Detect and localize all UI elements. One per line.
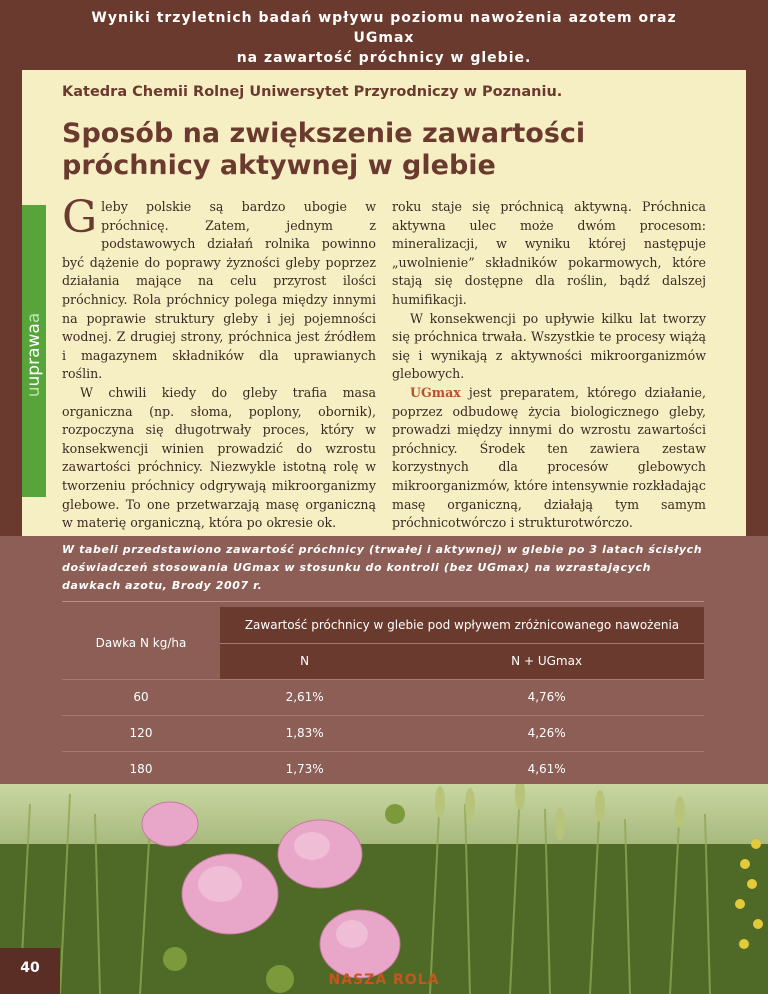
page-number: 40 xyxy=(0,948,60,994)
paragraph: W konsekwencji po upływie kilku lat tworzy się próchnica trwała. Wszystkie te procesy wiążą się i wynikają z aktywności mikroorganizmów glebowych. xyxy=(392,310,706,382)
humus-table xyxy=(62,607,704,788)
header-title-line2: na zawartość próchnicy w glebie. xyxy=(236,50,532,66)
article-title xyxy=(62,118,702,182)
article-column-1 xyxy=(62,192,376,533)
field-photo-illustration xyxy=(0,784,768,994)
dose-cell: 60 xyxy=(62,679,220,715)
paragraph: W chwili kiedy do gleby trafia masa organiczna (np. słoma, poplony, obornik), rozpoczyna się długotrwały proces, który w konsekwencji winien prowadzić do wzrostu zawartości próchnicy. Niezwykle istotną rolę w tworzeniu próchnicy odgrywają mikroorganizmy glebowe. To one przetwarzają masę organiczną w materię organiczną, która po okresie ok. xyxy=(62,384,376,531)
dropcap: G xyxy=(62,192,98,243)
value-ugmax-cell: 4,76% xyxy=(389,679,704,715)
dose-header: Dawka N kg/ha xyxy=(62,607,220,679)
table-row xyxy=(62,679,704,715)
value-n-cell: 2,61% xyxy=(220,679,389,715)
table-row xyxy=(62,751,704,787)
paragraph: UGmax jest preparatem, którego działanie, poprzez odbudowę życia biologicznego gleby, prowadzi między innymi do wzrostu zawartości próchnicy. Środek ten zawiera zestaw korzystnych dla procesów glebowych mikroorganizmów, które intensywnie rozkładając masę organiczną, działają tym samym próchnicotwórczo i strukturotwórczo. xyxy=(392,384,706,531)
header-title xyxy=(60,8,708,68)
divider xyxy=(62,601,704,602)
brand-name: UGmax xyxy=(410,384,461,400)
article-column-2 xyxy=(392,198,706,533)
header-title-line1: Wyniki trzyletnich badań wpływu poziomu nawożenia azotem oraz UGmax xyxy=(91,10,677,46)
column-header-n: N xyxy=(220,643,389,679)
article-title-line2: próchnicy aktywnej w glebie xyxy=(62,150,496,181)
paragraph: leby polskie są bardzo ubogie w próchnicę. Zatem, jednym z podstawowych działań rolnika powinno być dążenie do poprawy żyzności gleby poprzez działania mające na celu przyrost ilości próchnicy. Rola próchnicy polega między innymi na poprawie struktury gleby i jej pojemności wodnej. Z drugiej strony, próchnica jest źródłem i magazynem składników dla uprawianych roślin. xyxy=(62,199,376,382)
section-tab-label: uuprawaa xyxy=(24,312,44,398)
column-header-ugmax: N + UGmax xyxy=(389,643,704,679)
department-line: Katedra Chemii Rolnej Uniwersytet Przyrodniczy w Poznaniu. xyxy=(62,84,563,100)
article-title-line1: Sposób na zwiększenie zawartości xyxy=(62,118,586,149)
group-header: Zawartość próchnicy w glebie pod wpływem zróżnicowanego nawożenia xyxy=(220,607,704,643)
table-row xyxy=(62,715,704,751)
section-tab xyxy=(22,205,46,497)
field-photo xyxy=(0,784,768,994)
table-caption: W tabeli przedstawiono zawartość próchnicy (trwałej i aktywnej) w glebie po 3 latach ścisłych doświadczeń stosowania UGmax w stosunku do kontroli (bez UGmax) na wzrastających dawkach azotu, Brody 2007 r. xyxy=(62,543,703,592)
paragraph: roku staje się próchnicą aktywną. Próchnica aktywna ulec może dwóm procesom: mineralizacji, w wyniku której następuje „uwolnienie” składników pokarmowych, które stają się dostępne dla roślin, bądź dalszej humifikacji. xyxy=(392,199,706,307)
value-ugmax-cell: 4,61% xyxy=(389,751,704,787)
value-n-cell: 1,73% xyxy=(220,751,389,787)
magazine-name: NASZA ROLA xyxy=(328,972,440,988)
value-ugmax-cell: 4,26% xyxy=(389,715,704,751)
dose-cell: 120 xyxy=(62,715,220,751)
dose-cell: 180 xyxy=(62,751,220,787)
value-n-cell: 1,83% xyxy=(220,715,389,751)
